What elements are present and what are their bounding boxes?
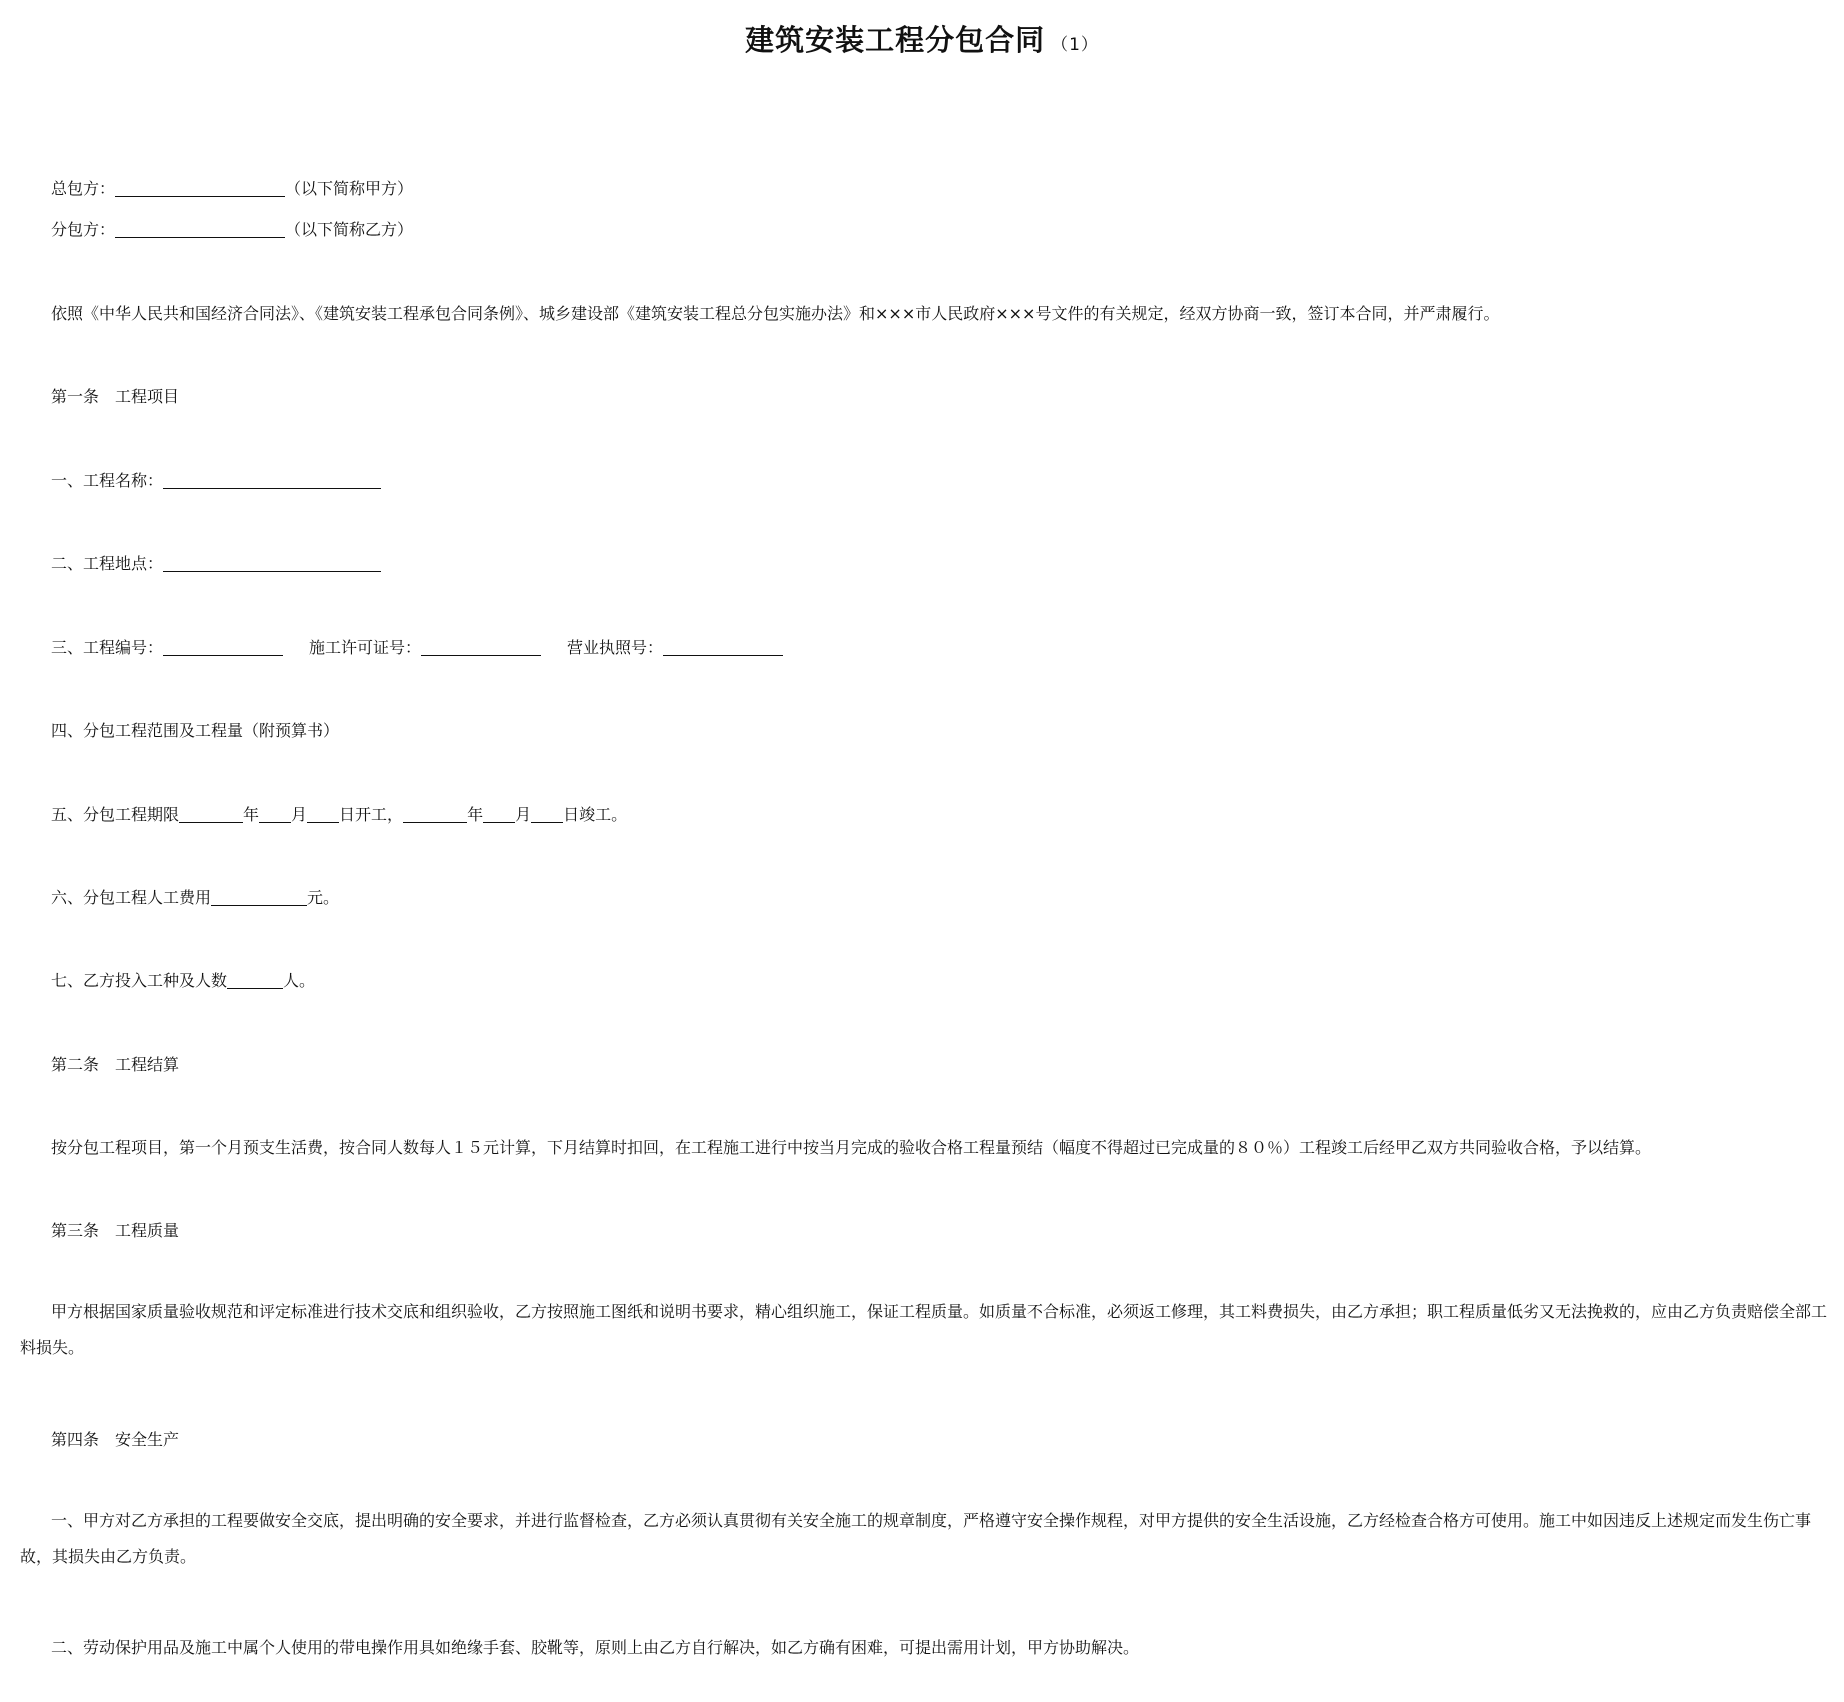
project-name-blank[interactable]	[163, 472, 381, 489]
permit-label: 施工许可证号：	[309, 638, 422, 657]
start-suffix: 日开工，	[339, 805, 404, 824]
preamble: 依照《中华人民共和国经济合同法》、《建筑安装工程承包合同条例》、城乡建设部《建筑安装工程总分包实施办法》和×××市人民政府×××号文件的有关规定，经双方协商一致，签订本合同，并严肃履行。	[51, 304, 1500, 323]
start-month-blank[interactable]	[259, 806, 291, 823]
subcontractor-note: （以下简称乙方）	[285, 220, 414, 239]
article4-heading: 第四条 安全生产	[51, 1430, 180, 1449]
end-suffix: 日竣工。	[563, 805, 628, 824]
subcontractor-blank[interactable]	[115, 221, 285, 238]
workers-blank[interactable]	[227, 972, 283, 989]
project-name-line	[51, 471, 381, 491]
labor-cost-label: 六、分包工程人工费用	[51, 888, 212, 907]
title-text: 建筑安装工程分包合同	[745, 23, 1046, 57]
end-year-blank[interactable]	[403, 806, 467, 823]
article2-heading: 第二条 工程结算	[51, 1055, 180, 1074]
contractor-note: （以下简称甲方）	[285, 179, 414, 198]
year-text: 年	[243, 805, 260, 824]
contractor-line	[51, 179, 413, 199]
workers-line	[51, 971, 315, 991]
project-location-label: 二、工程地点：	[51, 554, 164, 573]
project-number-label: 三、工程编号：	[51, 638, 164, 657]
year-text: 年	[467, 805, 484, 824]
project-location-line	[51, 554, 381, 574]
workers-suffix: 人。	[283, 971, 316, 990]
start-day-blank[interactable]	[307, 806, 339, 823]
project-name-label: 一、工程名称：	[51, 471, 164, 490]
month-text: 月	[291, 805, 308, 824]
subcontractor-label: 分包方：	[51, 220, 116, 239]
period-line	[51, 805, 627, 825]
month-text: 月	[515, 805, 532, 824]
project-location-blank[interactable]	[163, 555, 381, 572]
article3-heading: 第三条 工程质量	[51, 1221, 180, 1240]
license-blank[interactable]	[663, 639, 783, 656]
license-label: 营业执照号：	[567, 638, 664, 657]
labor-cost-suffix: 元。	[307, 888, 340, 907]
permit-blank[interactable]	[421, 639, 541, 656]
end-month-blank[interactable]	[483, 806, 515, 823]
contractor-blank[interactable]	[115, 180, 285, 197]
contractor-label: 总包方：	[51, 179, 116, 198]
project-number-blank[interactable]	[163, 639, 283, 656]
labor-cost-blank[interactable]	[211, 889, 307, 906]
article4-item2: 二、劳动保护用品及施工中属个人使用的带电操作用具如绝缘手套、胶靴等，原则上由乙方自行解决，如乙方确有困难，可提出需用计划，甲方协助解决。	[51, 1638, 1140, 1657]
labor-cost-line	[51, 888, 339, 908]
title-suffix: （1）	[1051, 35, 1099, 55]
document-title	[0, 18, 1844, 59]
article1-heading: 第一条 工程项目	[51, 387, 180, 406]
period-label: 五、分包工程期限	[51, 805, 180, 824]
workers-label: 七、乙方投入工种及人数	[51, 971, 228, 990]
end-day-blank[interactable]	[531, 806, 563, 823]
article4-item1: 一、甲方对乙方承担的工程要做安全交底，提出明确的安全要求，并进行监督检查，乙方必须认真贯彻有关安全施工的规章制度，严格遵守安全操作规程，对甲方提供的安全生活设施，乙方经检查合格方可使用。施工中如因违反上述规定而发生伤亡事故，其损失由乙方负责。	[20, 1511, 1812, 1566]
subcontractor-line	[51, 220, 413, 240]
project-number-line	[51, 638, 783, 658]
article3-body: 甲方根据国家质量验收规范和评定标准进行技术交底和组织验收，乙方按照施工图纸和说明书要求，精心组织施工，保证工程质量。如质量不合标准，必须返工修理，其工料费损失，由乙方承担；职工程质量低劣又无法挽救的，应由乙方负责赔偿全部工料损失。	[20, 1302, 1828, 1357]
article2-body: 按分包工程项目，第一个月预支生活费，按合同人数每人１５元计算，下月结算时扣回，在工程施工进行中按当月完成的验收合格工程量预结（幅度不得超过已完成量的８０％）工程竣工后经甲乙双方共同验收合格，予以结算。	[51, 1138, 1652, 1157]
start-year-blank[interactable]	[179, 806, 243, 823]
scope-line: 四、分包工程范围及工程量（附预算书）	[51, 721, 340, 740]
